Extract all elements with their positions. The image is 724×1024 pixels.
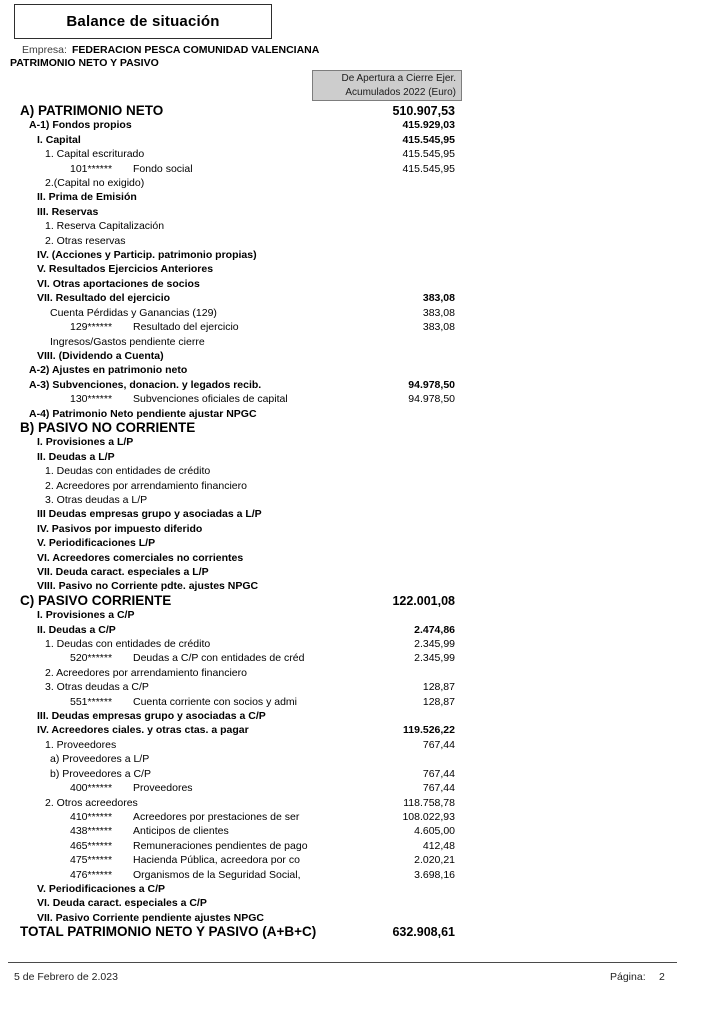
report-row [0, 522, 724, 536]
report-row [0, 666, 724, 680]
account-description: Organismos de la Seguridad Social, [133, 868, 301, 881]
row-label: 2. Otros acreedores [45, 796, 138, 809]
report-row [0, 796, 724, 810]
report-row [0, 378, 724, 392]
row-value: 767,44 [422, 738, 455, 751]
report-row [0, 839, 724, 853]
report-row [0, 536, 724, 550]
report-row [0, 320, 724, 334]
account-description: Acreedores por prestaciones de ser [133, 810, 300, 823]
row-label: B) PASIVO NO CORRIENTE [20, 419, 196, 435]
amount-column-header-line2: Acumulados 2022 (Euro) [345, 87, 456, 98]
report-row [0, 551, 724, 565]
account-code: 129****** [70, 321, 113, 334]
balance-rows [0, 104, 724, 940]
account-row-label [70, 868, 301, 882]
account-description: Subvenciones oficiales de capital [133, 393, 288, 406]
account-row-label [70, 651, 304, 665]
report-row [0, 695, 724, 709]
account-description: Fondo social [133, 162, 193, 175]
row-value: 415.545,95 [402, 162, 455, 175]
account-row-label [70, 695, 297, 709]
report-row [0, 824, 724, 838]
report-row [0, 896, 724, 910]
account-code: 130****** [70, 393, 113, 406]
row-label: IV. Acreedores ciales. y otras ctas. a pagar [37, 724, 249, 737]
row-label: A-4) Patrimonio Neto pendiente ajustar NPGC [29, 407, 257, 420]
account-code: 520****** [70, 652, 113, 665]
row-label: 2.(Capital no exigido) [45, 177, 145, 190]
report-row [0, 464, 724, 478]
row-label: A-2) Ajustes en patrimonio neto [29, 364, 188, 377]
row-label: VI. Acreedores comerciales no corrientes [37, 551, 244, 564]
report-row [0, 234, 724, 248]
row-value: 510.907,53 [392, 104, 455, 118]
report-row [0, 277, 724, 291]
row-value: 119.526,22 [403, 724, 455, 737]
row-label: a) Proveedores a L/P [50, 753, 150, 766]
report-row [0, 781, 724, 795]
account-row-label [70, 162, 193, 176]
report-row [0, 507, 724, 521]
row-value: 4.605,00 [414, 825, 455, 838]
report-row [0, 291, 724, 305]
report-row [0, 349, 724, 363]
report-row [0, 248, 724, 262]
row-value: 122.001,08 [392, 593, 455, 608]
row-label: 3. Otras deudas a L/P [45, 493, 148, 506]
footer-divider [8, 962, 677, 963]
account-code: 410****** [70, 810, 113, 823]
row-value: 128,87 [422, 695, 455, 708]
row-value: 2.345,99 [414, 638, 455, 651]
account-code: 476****** [70, 868, 113, 881]
report-row [0, 651, 724, 665]
row-label: A-1) Fondos propios [29, 119, 132, 132]
report-row [0, 162, 724, 176]
report-row [0, 810, 724, 824]
row-label: 2. Acreedores por arrendamiento financiero [45, 666, 247, 679]
row-label: VII. Resultado del ejercicio [37, 292, 171, 305]
footer-date: 5 de Febrero de 2.023 [14, 971, 118, 983]
row-label: I. Capital [37, 133, 81, 146]
account-description: Cuenta corriente con socios y admi [133, 695, 297, 708]
row-label: 3. Otras deudas a C/P [45, 681, 149, 694]
empresa-label: Empresa: [22, 44, 67, 56]
account-code: 465****** [70, 839, 113, 852]
report-row [0, 680, 724, 694]
report-row [0, 262, 724, 276]
account-row-label [70, 810, 299, 824]
report-row [0, 335, 724, 349]
row-label: III Deudas empresas grupo y asociadas a L/P [37, 508, 262, 521]
account-row-label [70, 839, 308, 853]
row-value: 632.908,61 [392, 925, 455, 940]
report-row [0, 579, 724, 593]
amount-column-header-line1: De Apertura a Cierre Ejer. [341, 73, 456, 84]
account-row-label [70, 853, 300, 867]
row-label: 2. Otras reservas [45, 234, 126, 247]
report-row [0, 392, 724, 406]
report-row [0, 723, 724, 737]
account-description: Remuneraciones pendientes de pago [133, 839, 308, 852]
account-code: 475****** [70, 854, 113, 867]
row-label: VI. Otras aportaciones de socios [37, 277, 200, 290]
report-row [0, 565, 724, 579]
row-label: I. Provisiones a C/P [37, 609, 135, 622]
row-label: V. Resultados Ejercicios Anteriores [37, 263, 214, 276]
row-value: 118.758,78 [403, 796, 455, 809]
report-row [0, 709, 724, 723]
report-row [0, 882, 724, 896]
report-row [0, 738, 724, 752]
report-row [0, 450, 724, 464]
row-label: III. Deudas empresas grupo y asociadas a C/P [37, 710, 266, 723]
row-label: C) PASIVO CORRIENTE [20, 592, 172, 608]
account-row-label [70, 781, 193, 795]
report-row [0, 306, 724, 320]
report-row [0, 407, 724, 421]
row-label: V. Periodificaciones L/P [37, 537, 156, 550]
row-value: 383,08 [422, 292, 455, 305]
report-row [0, 147, 724, 161]
row-label: VIII. (Dividendo a Cuenta) [37, 349, 164, 362]
row-value: 3.698,16 [414, 868, 455, 881]
row-label: II. Deudas a L/P [37, 450, 115, 463]
row-value: 2.345,99 [414, 652, 455, 665]
row-label: IV. Pasivos por impuesto diferido [37, 522, 203, 535]
account-description: Resultado del ejercicio [133, 321, 239, 334]
row-value: 383,08 [422, 321, 455, 334]
account-row-label [70, 824, 229, 838]
footer-page-label: Página: [610, 971, 646, 983]
account-code: 551****** [70, 695, 113, 708]
report-row [0, 752, 724, 766]
row-label: III. Reservas [37, 205, 99, 218]
report-row [0, 911, 724, 925]
report-row [0, 104, 724, 118]
row-label: b) Proveedores a C/P [50, 767, 151, 780]
row-value: 94.978,50 [408, 378, 455, 391]
report-row [0, 219, 724, 233]
footer-page-number: 2 [659, 971, 665, 983]
row-label: A) PATRIMONIO NETO [20, 103, 164, 118]
row-label: 1. Proveedores [45, 738, 117, 751]
row-label: II. Prima de Emisión [37, 191, 137, 204]
report-title: Balance de situación [66, 13, 220, 30]
row-value: 767,44 [422, 767, 455, 780]
row-value: 2.474,86 [414, 623, 455, 636]
report-row [0, 853, 724, 867]
account-code: 438****** [70, 825, 113, 838]
row-label: 1. Deudas con entidades de crédito [45, 638, 211, 651]
row-label: 1. Deudas con entidades de crédito [45, 465, 211, 478]
report-row [0, 205, 724, 219]
report-row [0, 176, 724, 190]
report-row [0, 594, 724, 608]
account-code: 400****** [70, 782, 113, 795]
report-row [0, 493, 724, 507]
report-row [0, 637, 724, 651]
report-row [0, 421, 724, 435]
row-label: 2. Acreedores por arrendamiento financiero [45, 479, 247, 492]
account-description: Proveedores [133, 782, 193, 795]
row-value: 415.545,95 [402, 148, 455, 161]
row-label: V. Periodificaciones a C/P [37, 882, 165, 895]
row-label: 1. Capital escriturado [45, 148, 145, 161]
report-title-box [14, 4, 272, 39]
row-value: 108.022,93 [402, 810, 455, 823]
row-value: 2.020,21 [414, 854, 455, 867]
row-label: VII. Pasivo Corriente pendiente ajustes NPGC [37, 911, 264, 924]
amount-column-header [312, 70, 462, 101]
row-label: VI. Deuda caract. especiales a C/P [37, 897, 207, 910]
report-row [0, 868, 724, 882]
report-row [0, 133, 724, 147]
account-description: Anticipos de clientes [133, 825, 229, 838]
account-code: 101****** [70, 162, 113, 175]
row-value: 767,44 [422, 782, 455, 795]
row-label: 1. Reserva Capitalización [45, 220, 165, 233]
row-value: 415.929,03 [402, 119, 455, 132]
row-label: II. Deudas a C/P [37, 623, 116, 636]
report-row [0, 925, 724, 939]
report-row [0, 190, 724, 204]
account-description: Hacienda Pública, acreedora por co [133, 854, 300, 867]
row-value: 128,87 [422, 681, 455, 694]
row-value: 415.545,95 [402, 133, 455, 146]
row-value: 412,48 [422, 839, 455, 852]
account-row-label [70, 392, 288, 406]
report-row [0, 608, 724, 622]
row-label: I. Provisiones a L/P [37, 436, 134, 449]
row-label: A-3) Subvenciones, donacion. y legados recib. [29, 378, 262, 391]
report-row [0, 767, 724, 781]
row-label: Cuenta Pérdidas y Ganancias (129) [50, 306, 217, 319]
row-label: VII. Deuda caract. especiales a L/P [37, 566, 209, 578]
report-row [0, 435, 724, 449]
report-row [0, 118, 724, 132]
row-value: 94.978,50 [408, 393, 455, 406]
account-row-label [70, 320, 239, 334]
report-row [0, 363, 724, 377]
account-description: Deudas a C/P con entidades de créd [133, 652, 305, 665]
empresa-name: FEDERACION PESCA COMUNIDAD VALENCIANA [72, 43, 320, 56]
row-value: 383,08 [422, 306, 455, 319]
row-label: Ingresos/Gastos pendiente cierre [50, 335, 205, 348]
report-row [0, 479, 724, 493]
row-label: IV. (Acciones y Particip. patrimonio propias) [37, 249, 257, 262]
block-title: PATRIMONIO NETO Y PASIVO [10, 57, 159, 69]
report-row [0, 623, 724, 637]
row-label: VIII. Pasivo no Corriente pdte. ajustes NPGC [37, 580, 259, 593]
row-label: TOTAL PATRIMONIO NETO Y PASIVO (A+B+C) [20, 924, 317, 940]
